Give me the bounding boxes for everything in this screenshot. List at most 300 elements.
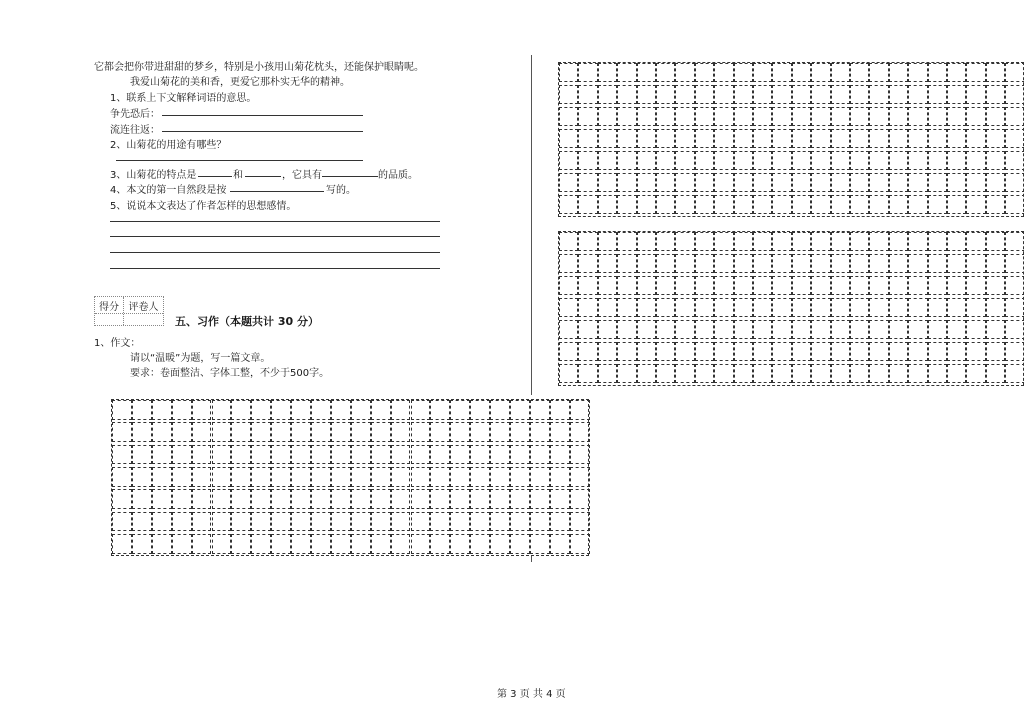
answer-line-5-3[interactable] [110, 252, 440, 253]
grid-cell[interactable] [550, 467, 570, 487]
grid-cell[interactable] [371, 534, 391, 554]
grid-cell[interactable] [251, 400, 271, 420]
grid-cell[interactable] [928, 85, 947, 104]
grid-cell[interactable] [831, 151, 850, 170]
grid-cell[interactable] [772, 85, 791, 104]
grid-cell[interactable] [559, 151, 578, 170]
grid-cell[interactable] [598, 342, 617, 361]
grid-cell[interactable] [470, 445, 490, 465]
grid-cell[interactable] [192, 445, 212, 465]
grid-cell[interactable] [430, 534, 450, 554]
grid-cell[interactable] [947, 107, 966, 126]
grid-cell[interactable] [559, 85, 578, 104]
grid-cell[interactable] [231, 445, 251, 465]
grid-cell[interactable] [331, 534, 351, 554]
grid-cell[interactable] [212, 489, 232, 509]
grid-cell[interactable] [850, 342, 869, 361]
grid-cell[interactable] [271, 400, 291, 420]
grid-cell[interactable] [510, 445, 530, 465]
answer-blank-3b[interactable] [245, 176, 281, 177]
grid-cell[interactable] [734, 232, 753, 251]
grid-cell[interactable] [908, 364, 927, 383]
grid-cell[interactable] [753, 173, 772, 192]
grid-cell[interactable] [430, 489, 450, 509]
grid-cell[interactable] [811, 129, 830, 148]
grid-cell[interactable] [251, 467, 271, 487]
grid-cell[interactable] [889, 151, 908, 170]
grid-cell[interactable] [231, 489, 251, 509]
grid-cell[interactable] [869, 173, 888, 192]
grid-cell[interactable] [695, 173, 714, 192]
grid-cell[interactable] [811, 320, 830, 339]
grid-cell[interactable] [908, 320, 927, 339]
grid-cell[interactable] [1005, 85, 1024, 104]
grid-cell[interactable] [811, 85, 830, 104]
grid-cell[interactable] [1005, 129, 1024, 148]
grid-cell[interactable] [637, 129, 656, 148]
grid-cell[interactable] [928, 320, 947, 339]
grid-cell[interactable] [132, 489, 152, 509]
grid-cell[interactable] [734, 85, 753, 104]
grid-cell[interactable] [371, 512, 391, 532]
score-cell[interactable] [95, 314, 123, 325]
grid-cell[interactable] [695, 63, 714, 82]
grid-cell[interactable] [811, 63, 830, 82]
grid-cell[interactable] [947, 364, 966, 383]
grid-cell[interactable] [908, 254, 927, 273]
grid-cell[interactable] [450, 534, 470, 554]
grid-cell[interactable] [947, 63, 966, 82]
grid-cell[interactable] [411, 489, 431, 509]
grid-cell[interactable] [947, 129, 966, 148]
grid-cell[interactable] [714, 320, 733, 339]
grid-cell[interactable] [869, 129, 888, 148]
grid-cell[interactable] [695, 364, 714, 383]
grid-cell[interactable] [112, 534, 132, 554]
grid-cell[interactable] [811, 151, 830, 170]
grid-cell[interactable] [331, 422, 351, 442]
grid-cell[interactable] [192, 400, 212, 420]
grid-cell[interactable] [450, 400, 470, 420]
grid-cell[interactable] [231, 400, 251, 420]
grid-cell[interactable] [811, 276, 830, 295]
grid-cell[interactable] [792, 320, 811, 339]
grid-cell[interactable] [570, 400, 590, 420]
grid-cell[interactable] [598, 364, 617, 383]
grid-cell[interactable] [734, 254, 753, 273]
grid-cell[interactable] [656, 232, 675, 251]
grid-cell[interactable] [559, 298, 578, 317]
grid-cell[interactable] [831, 107, 850, 126]
answer-line-5-1[interactable] [110, 221, 440, 222]
grid-cell[interactable] [331, 489, 351, 509]
grid-cell[interactable] [792, 276, 811, 295]
grid-cell[interactable] [966, 129, 985, 148]
grid-cell[interactable] [850, 173, 869, 192]
grid-cell[interactable] [792, 195, 811, 214]
grid-cell[interactable] [811, 298, 830, 317]
grid-cell[interactable] [637, 254, 656, 273]
grid-cell[interactable] [811, 254, 830, 273]
grid-cell[interactable] [889, 129, 908, 148]
grid-cell[interactable] [850, 63, 869, 82]
grid-cell[interactable] [152, 512, 172, 532]
grid-cell[interactable] [850, 298, 869, 317]
grid-cell[interactable] [578, 63, 597, 82]
grid-cell[interactable] [714, 342, 733, 361]
grid-cell[interactable] [172, 445, 192, 465]
grid-cell[interactable] [470, 400, 490, 420]
grid-cell[interactable] [559, 107, 578, 126]
grid-cell[interactable] [869, 195, 888, 214]
grid-cell[interactable] [966, 320, 985, 339]
grid-cell[interactable] [411, 467, 431, 487]
grid-cell[interactable] [578, 232, 597, 251]
grid-cell[interactable] [908, 107, 927, 126]
grid-cell[interactable] [928, 276, 947, 295]
grid-cell[interactable] [172, 489, 192, 509]
grid-cell[interactable] [908, 298, 927, 317]
grid-cell[interactable] [550, 512, 570, 532]
grid-cell[interactable] [510, 467, 530, 487]
grid-cell[interactable] [637, 320, 656, 339]
grid-cell[interactable] [753, 364, 772, 383]
grid-cell[interactable] [251, 534, 271, 554]
grid-cell[interactable] [231, 512, 251, 532]
grid-cell[interactable] [656, 129, 675, 148]
grid-cell[interactable] [656, 195, 675, 214]
grid-cell[interactable] [617, 320, 636, 339]
grid-cell[interactable] [753, 63, 772, 82]
grid-cell[interactable] [617, 342, 636, 361]
grid-cell[interactable] [772, 254, 791, 273]
grid-cell[interactable] [986, 195, 1005, 214]
grid-cell[interactable] [656, 254, 675, 273]
grid-cell[interactable] [490, 512, 510, 532]
grid-cell[interactable] [578, 342, 597, 361]
grid-cell[interactable] [637, 342, 656, 361]
grid-cell[interactable] [490, 467, 510, 487]
grid-cell[interactable] [112, 467, 132, 487]
grid-cell[interactable] [391, 489, 411, 509]
grid-cell[interactable] [391, 422, 411, 442]
grid-cell[interactable] [753, 151, 772, 170]
grid-cell[interactable] [966, 232, 985, 251]
grid-cell[interactable] [351, 445, 371, 465]
grid-cell[interactable] [1005, 195, 1024, 214]
grid-cell[interactable] [112, 512, 132, 532]
grid-cell[interactable] [331, 512, 351, 532]
grid-cell[interactable] [430, 445, 450, 465]
grid-cell[interactable] [490, 400, 510, 420]
grid-cell[interactable] [947, 173, 966, 192]
grid-cell[interactable] [714, 129, 733, 148]
grid-cell[interactable] [772, 364, 791, 383]
grid-cell[interactable] [772, 276, 791, 295]
grid-cell[interactable] [831, 195, 850, 214]
grid-cell[interactable] [450, 489, 470, 509]
grid-cell[interactable] [734, 107, 753, 126]
grid-cell[interactable] [889, 276, 908, 295]
grid-cell[interactable] [734, 129, 753, 148]
grid-cell[interactable] [966, 63, 985, 82]
grid-cell[interactable] [1005, 276, 1024, 295]
grid-cell[interactable] [530, 534, 550, 554]
grid-cell[interactable] [947, 342, 966, 361]
grid-cell[interactable] [172, 534, 192, 554]
grid-cell[interactable] [152, 534, 172, 554]
grid-cell[interactable] [753, 254, 772, 273]
grid-cell[interactable] [510, 512, 530, 532]
grid-cell[interactable] [966, 276, 985, 295]
grid-cell[interactable] [470, 422, 490, 442]
grid-cell[interactable] [889, 195, 908, 214]
grid-cell[interactable] [869, 298, 888, 317]
grid-cell[interactable] [132, 445, 152, 465]
grid-cell[interactable] [450, 512, 470, 532]
grid-cell[interactable] [132, 422, 152, 442]
grid-cell[interactable] [928, 195, 947, 214]
grid-cell[interactable] [986, 232, 1005, 251]
grid-cell[interactable] [1005, 63, 1024, 82]
grid-cell[interactable] [831, 254, 850, 273]
grid-cell[interactable] [966, 298, 985, 317]
grid-cell[interactable] [559, 254, 578, 273]
grid-cell[interactable] [675, 63, 694, 82]
grid-cell[interactable] [947, 298, 966, 317]
grid-cell[interactable] [172, 400, 192, 420]
grid-cell[interactable] [792, 107, 811, 126]
grid-cell[interactable] [132, 467, 152, 487]
grid-cell[interactable] [212, 445, 232, 465]
grid-cell[interactable] [986, 151, 1005, 170]
grid-cell[interactable] [656, 151, 675, 170]
grid-cell[interactable] [617, 129, 636, 148]
grid-cell[interactable] [966, 173, 985, 192]
grid-cell[interactable] [430, 512, 450, 532]
grid-cell[interactable] [792, 63, 811, 82]
grid-cell[interactable] [695, 151, 714, 170]
grid-cell[interactable] [734, 195, 753, 214]
grid-cell[interactable] [430, 467, 450, 487]
grid-cell[interactable] [986, 276, 1005, 295]
grid-cell[interactable] [570, 467, 590, 487]
grid-cell[interactable] [675, 298, 694, 317]
grid-cell[interactable] [908, 151, 927, 170]
grid-cell[interactable] [559, 173, 578, 192]
grid-cell[interactable] [966, 151, 985, 170]
grid-cell[interactable] [212, 422, 232, 442]
grid-cell[interactable] [656, 85, 675, 104]
grid-cell[interactable] [450, 422, 470, 442]
grid-cell[interactable] [734, 276, 753, 295]
grid-cell[interactable] [351, 467, 371, 487]
grid-cell[interactable] [598, 151, 617, 170]
grid-cell[interactable] [598, 320, 617, 339]
grid-cell[interactable] [908, 276, 927, 295]
grid-cell[interactable] [617, 195, 636, 214]
grid-cell[interactable] [714, 151, 733, 170]
grid-cell[interactable] [617, 173, 636, 192]
grid-cell[interactable] [331, 445, 351, 465]
grid-cell[interactable] [251, 445, 271, 465]
grid-cell[interactable] [734, 173, 753, 192]
grid-cell[interactable] [578, 107, 597, 126]
grid-cell[interactable] [986, 129, 1005, 148]
grid-cell[interactable] [908, 342, 927, 361]
grid-cell[interactable] [598, 232, 617, 251]
grid-cell[interactable] [811, 173, 830, 192]
grid-cell[interactable] [831, 173, 850, 192]
grid-cell[interactable] [772, 195, 791, 214]
grid-cell[interactable] [811, 342, 830, 361]
grid-cell[interactable] [966, 254, 985, 273]
grid-cell[interactable] [559, 232, 578, 251]
grid-cell[interactable] [908, 85, 927, 104]
answer-line-2[interactable] [116, 160, 363, 161]
grid-cell[interactable] [112, 445, 132, 465]
grid-cell[interactable] [869, 85, 888, 104]
grid-cell[interactable] [490, 445, 510, 465]
grader-cell[interactable] [123, 314, 163, 325]
grid-cell[interactable] [351, 512, 371, 532]
grid-cell[interactable] [192, 512, 212, 532]
grid-cell[interactable] [908, 63, 927, 82]
grid-cell[interactable] [271, 467, 291, 487]
grid-cell[interactable] [772, 232, 791, 251]
grid-cell[interactable] [570, 512, 590, 532]
grid-cell[interactable] [559, 63, 578, 82]
grid-cell[interactable] [411, 534, 431, 554]
grid-cell[interactable] [152, 422, 172, 442]
grid-cell[interactable] [371, 445, 391, 465]
grid-cell[interactable] [351, 400, 371, 420]
grid-cell[interactable] [695, 298, 714, 317]
grid-cell[interactable] [656, 173, 675, 192]
grid-cell[interactable] [1005, 364, 1024, 383]
grid-cell[interactable] [212, 534, 232, 554]
grid-cell[interactable] [450, 467, 470, 487]
grid-cell[interactable] [490, 422, 510, 442]
grid-cell[interactable] [617, 63, 636, 82]
grid-cell[interactable] [695, 342, 714, 361]
grid-cell[interactable] [271, 422, 291, 442]
grid-cell[interactable] [850, 254, 869, 273]
grid-cell[interactable] [251, 422, 271, 442]
grid-cell[interactable] [714, 232, 733, 251]
grid-cell[interactable] [831, 129, 850, 148]
grid-cell[interactable] [617, 151, 636, 170]
grid-cell[interactable] [792, 342, 811, 361]
grid-cell[interactable] [792, 129, 811, 148]
grid-cell[interactable] [695, 254, 714, 273]
answer-blank-3a[interactable] [198, 176, 232, 177]
grid-cell[interactable] [986, 364, 1005, 383]
grid-cell[interactable] [675, 254, 694, 273]
grid-cell[interactable] [966, 85, 985, 104]
grid-cell[interactable] [112, 489, 132, 509]
grid-cell[interactable] [1005, 232, 1024, 251]
grid-cell[interactable] [675, 364, 694, 383]
grid-cell[interactable] [1005, 151, 1024, 170]
grid-cell[interactable] [391, 467, 411, 487]
grid-cell[interactable] [850, 151, 869, 170]
grid-cell[interactable] [947, 320, 966, 339]
grid-cell[interactable] [869, 342, 888, 361]
grid-cell[interactable] [637, 195, 656, 214]
grid-cell[interactable] [371, 467, 391, 487]
writing-grid-right-top[interactable] [558, 62, 1024, 217]
grid-cell[interactable] [772, 151, 791, 170]
grid-cell[interactable] [947, 276, 966, 295]
grid-cell[interactable] [570, 445, 590, 465]
grid-cell[interactable] [753, 129, 772, 148]
grid-cell[interactable] [291, 534, 311, 554]
grid-cell[interactable] [530, 445, 550, 465]
grid-cell[interactable] [714, 107, 733, 126]
grid-cell[interactable] [550, 400, 570, 420]
grid-cell[interactable] [889, 107, 908, 126]
grid-cell[interactable] [530, 467, 550, 487]
grid-cell[interactable] [753, 342, 772, 361]
grid-cell[interactable] [947, 254, 966, 273]
grid-cell[interactable] [656, 276, 675, 295]
grid-cell[interactable] [311, 400, 331, 420]
grid-cell[interactable] [192, 467, 212, 487]
grid-cell[interactable] [714, 298, 733, 317]
answer-line-1b[interactable] [162, 131, 363, 132]
grid-cell[interactable] [869, 254, 888, 273]
grid-cell[interactable] [617, 298, 636, 317]
grid-cell[interactable] [598, 195, 617, 214]
grid-cell[interactable] [889, 173, 908, 192]
grid-cell[interactable] [530, 400, 550, 420]
grid-cell[interactable] [908, 173, 927, 192]
grid-cell[interactable] [772, 342, 791, 361]
grid-cell[interactable] [869, 320, 888, 339]
grid-cell[interactable] [947, 232, 966, 251]
grid-cell[interactable] [617, 107, 636, 126]
grid-cell[interactable] [271, 534, 291, 554]
grid-cell[interactable] [675, 129, 694, 148]
grid-cell[interactable] [559, 364, 578, 383]
grid-cell[interactable] [578, 129, 597, 148]
grid-cell[interactable] [656, 364, 675, 383]
grid-cell[interactable] [291, 489, 311, 509]
grid-cell[interactable] [831, 298, 850, 317]
grid-cell[interactable] [637, 173, 656, 192]
grid-cell[interactable] [714, 195, 733, 214]
grid-cell[interactable] [869, 107, 888, 126]
grid-cell[interactable] [792, 173, 811, 192]
grid-cell[interactable] [928, 151, 947, 170]
grid-cell[interactable] [578, 254, 597, 273]
grid-cell[interactable] [598, 173, 617, 192]
grid-cell[interactable] [889, 320, 908, 339]
grid-cell[interactable] [112, 422, 132, 442]
grid-cell[interactable] [152, 400, 172, 420]
grid-cell[interactable] [311, 489, 331, 509]
grid-cell[interactable] [559, 276, 578, 295]
grid-cell[interactable] [986, 298, 1005, 317]
grid-cell[interactable] [578, 298, 597, 317]
grid-cell[interactable] [734, 151, 753, 170]
grid-cell[interactable] [695, 195, 714, 214]
grid-cell[interactable] [792, 232, 811, 251]
grid-cell[interactable] [598, 254, 617, 273]
grid-cell[interactable] [1005, 298, 1024, 317]
grid-cell[interactable] [889, 364, 908, 383]
